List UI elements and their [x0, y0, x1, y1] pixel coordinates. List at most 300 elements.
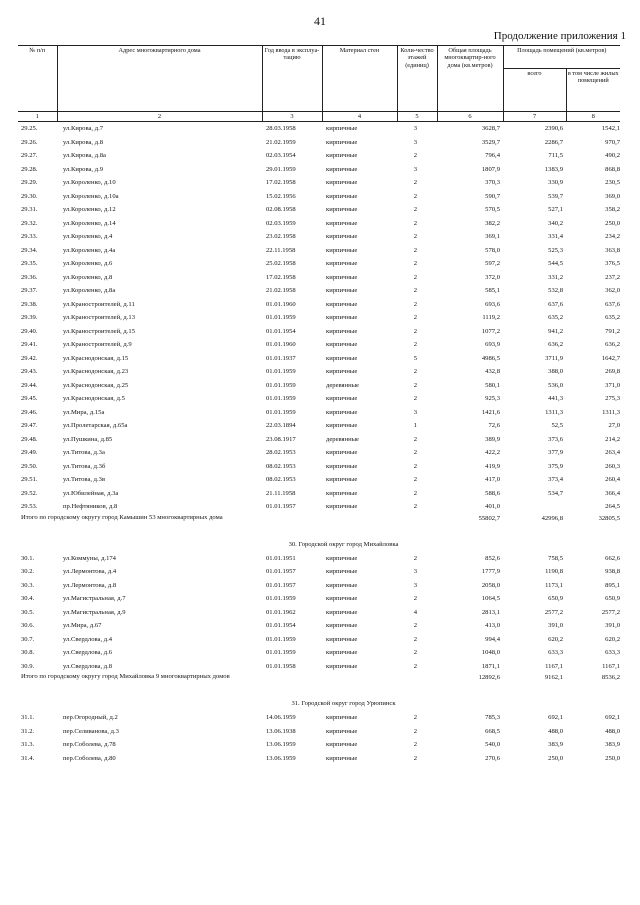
row-number: 30.4. [21, 595, 35, 603]
total-area: 4986,5 [481, 354, 500, 362]
floors: 3 [413, 568, 417, 576]
floors: 2 [413, 300, 417, 308]
premises-area: 3711,9 [545, 354, 563, 362]
header-number: № п/п [18, 46, 57, 112]
floors: 4 [413, 608, 417, 616]
table-row [18, 660, 620, 674]
premises-area: 340,2 [548, 219, 563, 227]
total-premises: 9162,1 [544, 674, 563, 681]
living-area: 391,0 [605, 622, 621, 630]
commission-date: 22.11.1958 [266, 246, 296, 254]
wall-material: кирпичные [326, 568, 358, 576]
floors: 2 [413, 649, 417, 657]
total-row [18, 673, 620, 696]
total-living: 8536,2 [601, 674, 621, 681]
wall-material: кирпичные [326, 246, 358, 254]
floors: 2 [413, 206, 417, 214]
floors: 3 [413, 125, 417, 133]
premises-area: 331,2 [548, 273, 563, 281]
total-area: 2058,0 [481, 581, 500, 589]
premises-area: 377,9 [548, 449, 563, 457]
living-area: 383,9 [605, 741, 621, 749]
address: ул.Кирова, д.7 [63, 125, 104, 133]
row-number: 31.3. [21, 741, 35, 749]
living-area: 635,2 [605, 314, 621, 322]
total-area: 3529,7 [481, 138, 500, 146]
address: пр.Нефтяников, д.8 [63, 503, 118, 511]
wall-material: кирпичные [326, 152, 358, 160]
address: ул.Краснодонская, д.15 [63, 354, 129, 362]
commission-date: 01.01.1957 [266, 568, 296, 576]
row-number: 30.6. [21, 622, 35, 630]
table-row [18, 217, 620, 231]
floors: 1 [413, 422, 417, 430]
total-area: 382,2 [485, 219, 500, 227]
address: ул.Пролетарская, д.65а [63, 422, 128, 430]
commission-date: 15.02.1956 [266, 192, 296, 200]
address: ул.Короленко, д.6 [63, 260, 113, 268]
premises-area: 620,2 [548, 635, 563, 643]
total-area: 1421,6 [481, 408, 500, 416]
living-area: 650,9 [605, 595, 621, 603]
row-number: 29.50. [21, 462, 38, 470]
premises-area: 2577,2 [544, 608, 563, 616]
commission-date: 01.01.1959 [266, 314, 296, 322]
row-number: 29.52. [21, 489, 38, 497]
row-number: 29.26. [21, 138, 38, 146]
commission-date: 22.03.1894 [266, 422, 296, 430]
living-area: 662,6 [605, 554, 621, 562]
address: ул.Юбилейная, д.3а [63, 489, 119, 497]
commission-date: 17.02.1958 [266, 179, 296, 187]
wall-material: кирпичные [326, 273, 358, 281]
wall-material: кирпичные [326, 165, 358, 173]
row-number: 29.28. [21, 165, 38, 173]
premises-area: 1190,8 [545, 568, 563, 576]
premises-area: 635,2 [548, 314, 563, 322]
premises-area: 527,1 [548, 206, 563, 214]
wall-material: кирпичные [326, 581, 358, 589]
commission-date: 01.01.1959 [266, 649, 296, 657]
floors: 2 [413, 219, 417, 227]
total-area: 1807,9 [481, 165, 500, 173]
premises-area: 1173,1 [545, 581, 563, 589]
table-row [18, 176, 620, 190]
wall-material: кирпичные [326, 368, 358, 376]
premises-area: 441,3 [548, 395, 563, 403]
living-area: 895,1 [605, 581, 621, 589]
premises-area: 536,0 [548, 381, 563, 389]
premises-area: 391,0 [548, 622, 563, 630]
premises-area: 539,7 [548, 192, 563, 200]
total-area: 370,3 [485, 179, 500, 187]
premises-area: 373,4 [548, 476, 563, 484]
wall-material: кирпичные [326, 714, 358, 722]
living-area: 363,8 [605, 246, 621, 254]
col-index: 4 [322, 112, 397, 122]
wall-material: кирпичные [326, 192, 358, 200]
row-number: 29.29. [21, 179, 38, 187]
address: ул.Лермонтова, д.4 [63, 568, 117, 576]
table-row [18, 565, 620, 579]
table-row [18, 203, 620, 217]
wall-material: кирпичные [326, 489, 358, 497]
living-area: 1311,3 [602, 408, 621, 416]
total-area: 852,6 [485, 554, 500, 562]
total-area: 925,3 [485, 395, 500, 403]
premises-area: 488,0 [548, 727, 563, 735]
address: пер.Соболева, д.80 [63, 754, 116, 762]
living-area: 237,2 [605, 273, 621, 281]
living-area: 490,2 [605, 152, 621, 160]
living-area: 970,7 [605, 138, 621, 146]
row-number: 29.45. [21, 395, 38, 403]
section-heading-row [18, 696, 620, 711]
total-area: 369,1 [485, 233, 500, 241]
living-area: 369,0 [605, 192, 621, 200]
living-area: 269,8 [605, 368, 621, 376]
table-row [18, 298, 620, 312]
total-area: 432,8 [485, 368, 500, 376]
address: ул.Кирова, д.8а [63, 152, 106, 160]
wall-material: кирпичные [326, 233, 358, 241]
table-row [18, 230, 620, 244]
table-row [18, 473, 620, 487]
floors: 2 [413, 462, 417, 470]
row-number: 30.8. [21, 649, 35, 657]
row-number: 29.46. [21, 408, 38, 416]
table-row [18, 606, 620, 620]
col-index: 2 [57, 112, 262, 122]
header-premises-area: Площадь помещений (кв.метров) [503, 46, 620, 69]
table-row [18, 552, 620, 566]
address: ул.Короленко, д.14 [63, 219, 116, 227]
table-row [18, 725, 620, 739]
living-area: 791,2 [605, 327, 621, 335]
living-area: 1167,1 [602, 662, 621, 670]
table-row [18, 190, 620, 204]
commission-date: 13.06.1959 [266, 741, 296, 749]
floors: 2 [413, 622, 417, 630]
living-area: 230,5 [605, 179, 621, 187]
total-area: 3628,7 [481, 125, 500, 133]
floors: 3 [413, 408, 417, 416]
wall-material: кирпичные [326, 449, 358, 457]
total-label: Итого по городскому округу город Камышин 53 многоквартирных дома [21, 513, 223, 521]
total-area: 1048,0 [481, 649, 500, 657]
commission-date: 17.02.1958 [266, 273, 296, 281]
table-row [18, 257, 620, 271]
floors: 2 [413, 754, 417, 762]
table-row [18, 500, 620, 514]
premises-area: 388,0 [548, 368, 563, 376]
table-row [18, 419, 620, 433]
row-number: 29.25. [21, 125, 38, 133]
table-row [18, 738, 620, 752]
address: ул.Мира, д.67 [63, 622, 102, 630]
floors: 2 [413, 449, 417, 457]
floors: 2 [413, 714, 417, 722]
total-area: 1871,1 [481, 662, 500, 670]
continuation-caption: Продолжение приложения 1 [493, 30, 626, 42]
address: ул.Свердлова, д.4 [63, 635, 113, 643]
floors: 2 [413, 662, 417, 670]
commission-date: 01.01.1959 [266, 595, 296, 603]
wall-material: кирпичные [326, 476, 358, 484]
row-number: 29.31. [21, 206, 38, 214]
address: ул.Краснодонская, д.23 [63, 368, 129, 376]
wall-material: кирпичные [326, 741, 358, 749]
floors: 2 [413, 503, 417, 511]
living-area: 692,1 [605, 714, 621, 722]
address: ул.Короленко, д.8а [63, 287, 116, 295]
address: ул.Пушкина, д.85 [63, 435, 113, 443]
floors: 5 [413, 354, 417, 362]
commission-date: 13.06.1959 [266, 754, 296, 762]
commission-date: 21.02.1959 [266, 138, 296, 146]
row-number: 31.2. [21, 727, 35, 735]
wall-material: кирпичные [326, 649, 358, 657]
commission-date: 01.01.1951 [266, 554, 296, 562]
wall-material: кирпичные [326, 125, 358, 133]
floors: 2 [413, 395, 417, 403]
table-row [18, 163, 620, 177]
total-label: Итого по городскому округу город Михайловка 9 многоквартирных домов [21, 673, 230, 680]
table-row [18, 244, 620, 258]
floors: 2 [413, 489, 417, 497]
premises-area: 534,7 [548, 489, 563, 497]
wall-material: кирпичные [326, 622, 358, 630]
page-number: 41 [314, 14, 326, 28]
commission-date: 25.02.1958 [266, 260, 296, 268]
row-number: 29.33. [21, 233, 38, 241]
living-area: 637,6 [605, 300, 621, 308]
commission-date: 28.02.1953 [266, 449, 296, 457]
address: ул.Короленко, д.10а [63, 192, 119, 200]
premises-area: 633,3 [548, 649, 563, 657]
wall-material: деревянные [326, 435, 359, 443]
total-area: 12892,6 [478, 674, 500, 681]
table-row [18, 149, 620, 163]
commission-date: 23.02.1958 [266, 233, 296, 241]
row-number: 29.39. [21, 314, 38, 322]
commission-date: 08.02.1953 [266, 462, 296, 470]
row-number: 29.42. [21, 354, 38, 362]
commission-date: 14.06.1959 [266, 714, 296, 722]
address: ул.Мира, д.15а [63, 408, 105, 416]
wall-material: кирпичные [326, 595, 358, 603]
wall-material: кирпичные [326, 635, 358, 643]
total-area: 1077,2 [481, 327, 500, 335]
total-area: 570,5 [485, 206, 500, 214]
total-area: 419,9 [485, 462, 500, 470]
header-premises-living: в том числе жилых помещений [566, 69, 620, 112]
total-row [18, 514, 620, 537]
wall-material: деревянные [326, 381, 359, 389]
wall-material: кирпичные [326, 662, 358, 670]
table-row [18, 487, 620, 501]
row-number: 31.4. [21, 754, 35, 762]
floors: 2 [413, 381, 417, 389]
row-number: 29.41. [21, 341, 38, 349]
table-row [18, 711, 620, 725]
total-area: 540,0 [485, 741, 500, 749]
group-30-total [18, 673, 620, 711]
row-number: 29.38. [21, 300, 38, 308]
address: ул.Краностроителей, д.11 [63, 300, 135, 308]
table-row [18, 311, 620, 325]
table-row [18, 352, 620, 366]
total-area: 2813,1 [481, 608, 500, 616]
wall-material: кирпичные [326, 300, 358, 308]
table-row [18, 646, 620, 660]
floors: 2 [413, 368, 417, 376]
commission-date: 01.01.1958 [266, 662, 296, 670]
row-number: 29.43. [21, 368, 38, 376]
housing-register-table [18, 45, 620, 765]
premises-area: 383,9 [548, 741, 563, 749]
living-area: 620,2 [605, 635, 621, 643]
section-heading: 30. Городской округ город Михайловка [288, 540, 399, 548]
floors: 2 [413, 727, 417, 735]
living-area: 264,5 [605, 503, 621, 511]
living-area: 636,2 [605, 341, 621, 349]
address: ул.Краностроителей, д.15 [63, 327, 136, 335]
table-row [18, 619, 620, 633]
total-premises: 42996,8 [541, 514, 563, 522]
address: ул.Кирова, д.9 [63, 165, 104, 173]
commission-date: 01.01.1959 [266, 381, 296, 389]
row-number: 29.35. [21, 260, 38, 268]
floors: 3 [413, 138, 417, 146]
table-row [18, 633, 620, 647]
row-number: 29.53. [21, 503, 38, 511]
commission-date: 01.01.1959 [266, 635, 296, 643]
address: ул.Титова, д.3а [63, 449, 105, 457]
col-index: 6 [437, 112, 503, 122]
commission-date: 02.08.1958 [266, 206, 296, 214]
address: ул.Коммуны, д.174 [63, 554, 116, 562]
address: ул.Магистральная, д.7 [63, 595, 126, 603]
wall-material: кирпичные [326, 608, 358, 616]
address: ул.Короленко, д.4 [63, 233, 113, 241]
total-area: 270,6 [485, 754, 500, 762]
row-number: 31.1. [21, 714, 35, 722]
living-area: 358,2 [605, 206, 621, 214]
table-row [18, 579, 620, 593]
premises-area: 941,2 [548, 327, 563, 335]
row-number: 29.44. [21, 381, 38, 389]
commission-date: 01.01.1959 [266, 395, 296, 403]
wall-material: кирпичные [326, 314, 358, 322]
address: ул.Краснодонская, д.25 [63, 381, 129, 389]
total-area: 417,0 [485, 476, 500, 484]
wall-material: кирпичные [326, 422, 358, 430]
header-address: Адрес многоквартирного дома [57, 46, 262, 112]
table-row [18, 392, 620, 406]
table-row [18, 284, 620, 298]
wall-material: кирпичные [326, 260, 358, 268]
row-number: 30.2. [21, 568, 35, 576]
total-area: 785,3 [485, 714, 500, 722]
row-number: 29.37. [21, 287, 38, 295]
living-area: 488,0 [605, 727, 621, 735]
wall-material: кирпичные [326, 354, 358, 362]
living-area: 1642,7 [601, 354, 621, 362]
total-area: 668,5 [485, 727, 500, 735]
floors: 2 [413, 741, 417, 749]
col-index: 8 [566, 112, 620, 122]
wall-material: кирпичные [326, 395, 358, 403]
commission-date: 01.01.1937 [266, 354, 296, 362]
living-area: 263,4 [605, 449, 621, 457]
living-area: 250,0 [605, 219, 621, 227]
total-area: 693,9 [485, 341, 500, 349]
commission-date: 01.01.1960 [266, 341, 296, 349]
living-area: 214,2 [605, 435, 621, 443]
commission-date: 01.01.1962 [266, 608, 296, 616]
wall-material: кирпичные [326, 554, 358, 562]
address: ул.Короленко, д.4а [63, 246, 116, 254]
floors: 2 [413, 246, 417, 254]
total-area: 55802,7 [478, 514, 500, 522]
living-area: 250,0 [605, 754, 621, 762]
row-number: 29.47. [21, 422, 38, 430]
commission-date: 08.02.1953 [266, 476, 296, 484]
premises-area: 650,9 [548, 595, 563, 603]
total-area: 578,0 [485, 246, 500, 254]
row-number: 30.3. [21, 581, 35, 589]
table-row [18, 752, 620, 766]
commission-date: 01.01.1960 [266, 300, 296, 308]
living-area: 362,0 [605, 287, 621, 295]
total-area: 580,1 [485, 381, 500, 389]
total-area: 389,9 [485, 435, 500, 443]
header-total-area: Общая площадь многоквартир-ного дома (кв.метров) [437, 46, 503, 112]
wall-material: кирпичные [326, 754, 358, 762]
wall-material: кирпичные [326, 138, 358, 146]
total-area: 372,0 [485, 273, 500, 281]
floors: 2 [413, 152, 417, 160]
section-heading: 31. Городской округ город Урюпинск [291, 700, 396, 707]
section-heading-row [18, 537, 620, 552]
living-area: 275,3 [605, 395, 621, 403]
commission-date: 02.03.1959 [266, 219, 296, 227]
floors: 2 [413, 435, 417, 443]
total-area: 422,2 [485, 449, 500, 457]
living-area: 371,0 [605, 381, 621, 389]
table-row [18, 406, 620, 420]
total-area: 994,4 [485, 635, 500, 643]
address: ул.Кирова, д.8 [63, 138, 104, 146]
table-row [18, 446, 620, 460]
floors: 2 [413, 554, 417, 562]
row-number: 29.48. [21, 435, 38, 443]
premises-area: 375,9 [548, 462, 563, 470]
premises-area: 1311,3 [545, 408, 563, 416]
premises-area [503, 500, 566, 514]
wall-material: кирпичные [326, 462, 358, 470]
premises-area: 331,4 [548, 233, 563, 241]
living-area: 376,5 [605, 260, 621, 268]
row-number: 29.36. [21, 273, 38, 281]
table-row [18, 592, 620, 606]
floors: 2 [413, 476, 417, 484]
premises-area: 758,5 [548, 554, 563, 562]
wall-material: кирпичные [326, 179, 358, 187]
living-area: 868,8 [605, 165, 621, 173]
row-number: 30.1. [21, 554, 35, 562]
